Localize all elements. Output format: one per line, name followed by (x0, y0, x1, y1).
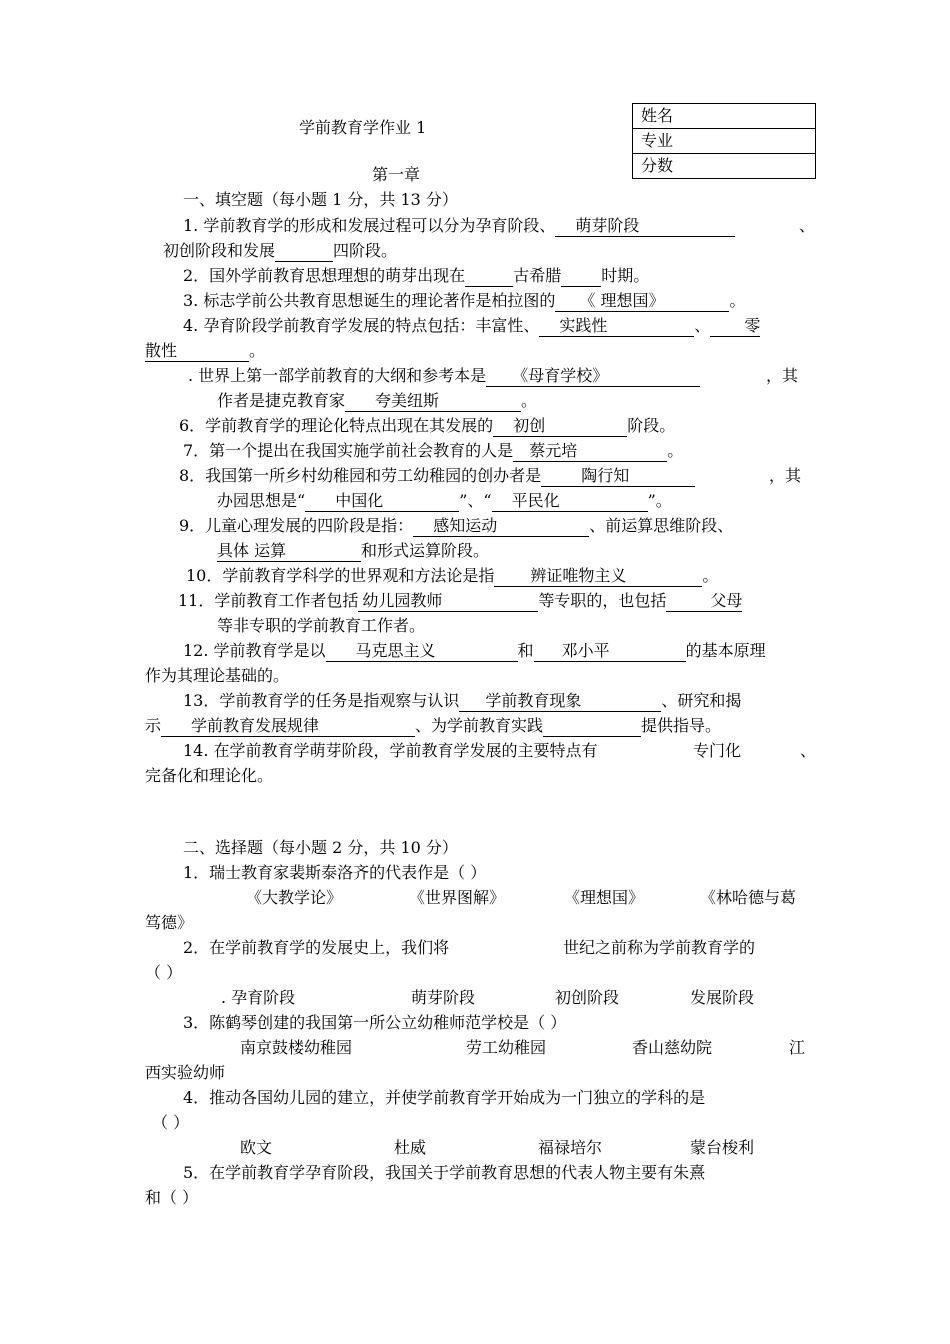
c5-question: 5．在学前教育学孕育阶段，我国关于学前教育思想的代表人物主要有朱熹 (183, 1163, 706, 1182)
c1-question: 1．瑞士教育家裴斯泰洛齐的代表作是（ ） (183, 863, 487, 882)
q13-text: 13．学前教育学的任务是指观察与认识 (183, 691, 460, 710)
c2-text: 2．在学前教育学的发展史上，我们将 (183, 938, 450, 957)
c4-question: 4．推动各国幼儿园的建立，并使学前教育学开始成为一门独立的学科的是 (183, 1088, 706, 1107)
q10-line (186, 565, 718, 587)
c2-option-b: 萌芽阶段 (411, 988, 476, 1007)
q9-answer1: 感知运动 (413, 516, 589, 537)
q13-text4: 、为学前教育实践 (415, 716, 544, 735)
q6-line (179, 415, 675, 437)
q2-blank1 (465, 286, 513, 287)
q5-text: . 世界上第一部学前教育的大纲和参考本是 (188, 366, 487, 385)
q4-answer2a: 零 (710, 316, 760, 337)
q1-answer2-blank (275, 261, 333, 262)
q8-text: 8．我国第一所乡村幼稚园和劳工幼稚园的创办者是 (179, 466, 542, 485)
q3-text: 3. 标志学前公共教育思想诞生的理论著作是柏拉图的 (183, 291, 556, 310)
q12-text2: 和 (517, 641, 534, 660)
q9-text3: 和形式运算阶段。 (361, 541, 490, 560)
q14-line1 (183, 740, 817, 762)
q10-answer: 辨证唯物主义 (494, 566, 702, 587)
c3-option-b: 劳工幼稚园 (466, 1038, 547, 1057)
fill-heading: 一、填空题（每小题 1 分，共 13 分） (183, 190, 458, 209)
chapter-title: 第一章 (372, 165, 421, 184)
q14-answer: 专门化 (693, 741, 742, 760)
info-major-label: 专业 (633, 129, 816, 154)
q8-answer2: 中国化 (305, 491, 459, 512)
c5-paren: 和（ ） (145, 1188, 199, 1207)
q6-text2: 阶段。 (627, 416, 676, 435)
q7-line (183, 440, 683, 462)
q7-text2: 。 (667, 441, 684, 460)
c1-option-d: 《林哈德与葛 (700, 888, 797, 907)
c1-option-b: 《世界图解》 (409, 888, 506, 907)
q10-text2: 。 (702, 566, 719, 585)
q13-text2: 、研究和揭 (661, 691, 742, 710)
c2-option-d: 发展阶段 (690, 988, 755, 1007)
q1-text2: 初创阶段和发展 (163, 241, 276, 260)
q6-answer: 初创 (493, 416, 627, 437)
page-title: 学前教育学作业 1 (299, 118, 427, 137)
q10-text: 10．学前教育学科学的世界观和方法论是指 (186, 566, 495, 585)
c2-option-a: . 孕育阶段 (221, 988, 296, 1007)
q11-line1 (178, 590, 742, 612)
q4-line1 (183, 315, 760, 337)
q3-answer: 《 理想国》 (555, 291, 729, 312)
q12-line2: 作为其理论基础的。 (145, 666, 290, 685)
q4-answer2b: 散性 (145, 341, 249, 362)
q12-text: 12. 学前教育学是以 (183, 641, 326, 660)
choice-heading: 二、选择题（每小题 2 分，共 10 分） (183, 838, 458, 857)
q11-text2: 等专职的，也包括 (538, 591, 667, 610)
q12-answer2: 邓小平 (534, 641, 686, 662)
q9-text2: 、前运算思维阶段、 (589, 516, 734, 535)
q11-answer1: 幼儿园教师 (358, 591, 538, 612)
q3-line (183, 290, 745, 312)
q1-sep: 、 (799, 216, 816, 235)
c2-text2: 世纪之前称为学前教育学的 (563, 938, 756, 957)
c3-option-c: 香山慈幼院 (632, 1038, 713, 1057)
c1-option-c: 《理想国》 (564, 888, 645, 907)
q5-line2 (217, 390, 537, 412)
q1-line1 (183, 215, 816, 237)
q5-text2: ，其 (766, 366, 799, 385)
q13-answer2: 学前教育发展规律 (161, 716, 415, 737)
c1-option-d-cont: 笃德》 (145, 913, 194, 932)
c2-question (183, 937, 756, 959)
q7-text: 7．第一个提出在我国实施学前社会教育的人是 (183, 441, 514, 460)
q14-line2: 完备化和理论化。 (145, 766, 274, 785)
c3-question: 3．陈鹤琴创建的我国第一所公立幼稚师范学校是（ ） (183, 1013, 567, 1032)
q5-text3: 作者是捷克教育家 (217, 391, 346, 410)
q1-text3: 四阶段。 (333, 241, 398, 260)
q2-text: 2．国外学前教育思想理想的萌芽出现在 (183, 266, 466, 285)
q8-answer1: 陶行知 (541, 466, 695, 487)
info-name-label: 姓名 (633, 104, 816, 129)
q11-answer2: 父母 (666, 591, 742, 612)
q1-answer1: 萌芽阶段 (555, 216, 735, 237)
q13-line1 (183, 690, 741, 712)
q13-blank3 (543, 736, 641, 737)
c2-option-c: 初创阶段 (555, 988, 620, 1007)
q8-text4: ”、“ (459, 491, 492, 510)
q4-text2: 。 (249, 341, 266, 360)
q4-text: 4. 孕育阶段学前教育学发展的特点包括：丰富性、 (183, 316, 540, 335)
q8-line1 (179, 465, 802, 487)
c4-option-b: 杜威 (394, 1138, 427, 1157)
q3-text2: 。 (729, 291, 746, 310)
c1-option-a: 《大教学论》 (246, 888, 343, 907)
q13-answer1: 学前教育现象 (459, 691, 661, 712)
q12-line1 (183, 640, 766, 662)
c3-option-d: 江 (789, 1038, 806, 1057)
q2-blank2 (561, 286, 601, 287)
c4-paren: （ ） (152, 1113, 190, 1132)
q11-text: 11．学前教育工作者包括 (178, 591, 359, 610)
q9-line2 (217, 540, 489, 562)
q5-text4: 。 (521, 391, 538, 410)
q13-text5: 提供指导。 (641, 716, 722, 735)
q8-text5: ”。 (647, 491, 672, 510)
q1-line2 (163, 240, 397, 262)
q5-answer1: 《母育学校》 (486, 366, 700, 387)
q14-text: 14. 在学前教育学萌芽阶段，学前教育学发展的主要特点有 (183, 741, 598, 760)
q8-text3: 办园思想是“ (217, 491, 306, 510)
q14-sep: 、 (800, 741, 817, 760)
q11-line2: 等非专职的学前教育工作者。 (217, 616, 426, 635)
c3-option-a: 南京鼓楼幼稚园 (240, 1038, 353, 1057)
q1-text: 1. 学前教育学的形成和发展过程可以分为孕育阶段、 (183, 216, 556, 235)
q2-text2: 时期。 (601, 266, 650, 285)
q7-answer: 蔡元培 (513, 441, 667, 462)
q5-line1 (188, 365, 799, 387)
q2-line (183, 265, 649, 287)
q8-line2 (217, 490, 672, 512)
c4-option-c: 福禄培尔 (538, 1138, 603, 1157)
q9-line1 (179, 515, 733, 537)
q9-answer2: 具体 运算 (217, 541, 361, 562)
c4-option-a: 欧文 (240, 1138, 273, 1157)
q8-answer3: 平民化 (492, 491, 648, 512)
q9-text: 9．儿童心理发展的四阶段是指： (179, 516, 414, 535)
info-score-label: 分数 (633, 154, 816, 179)
q6-text: 6．学前教育学的理论化特点出现在其发展的 (179, 416, 494, 435)
q13-line2 (145, 715, 721, 737)
q4-answer1: 实践性 (539, 316, 694, 337)
c4-option-d: 蒙台梭利 (690, 1138, 755, 1157)
student-info-table (632, 103, 816, 179)
q13-text3: 示 (145, 716, 162, 735)
q12-text3: 的基本原理 (685, 641, 766, 660)
q4-sep: 、 (694, 316, 711, 335)
q5-answer2: 夸美纽斯 (345, 391, 521, 412)
q4-line2 (145, 340, 265, 362)
q12-answer1: 马克思主义 (326, 641, 518, 662)
c2-paren: （ ） (145, 963, 183, 982)
c3-option-d-cont: 西实验幼师 (145, 1063, 226, 1082)
q8-text2: ，其 (769, 466, 802, 485)
q2-answer: 古希腊 (513, 266, 562, 285)
